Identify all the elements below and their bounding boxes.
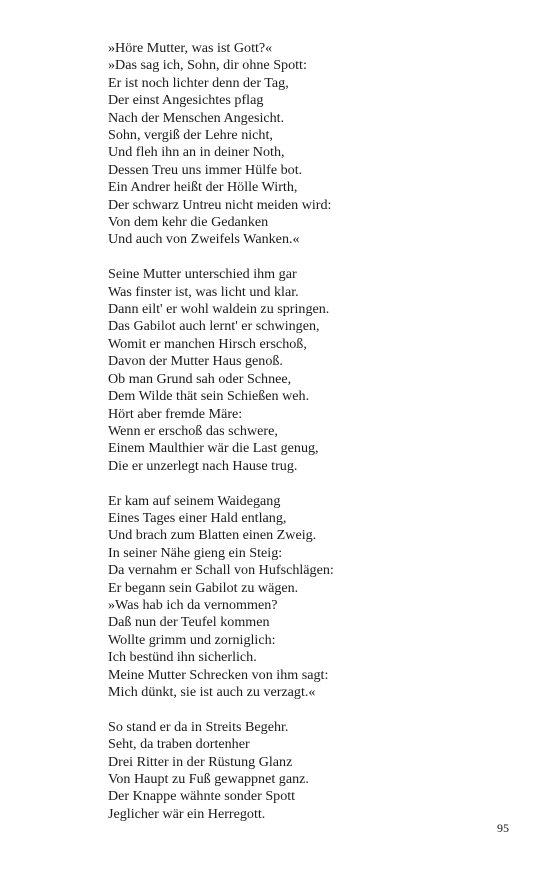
verse-line: »Was hab ich da vernommen? — [108, 596, 278, 613]
verse-line: Und auch von Zweifels Wanken.« — [108, 231, 300, 248]
verse-line: Daß nun der Teufel kommen — [108, 614, 270, 631]
verse-line: Eines Tages einer Hald entlang, — [108, 509, 287, 526]
verse-line: »Höre Mutter, was ist Gott?« — [108, 40, 273, 56]
verse-line: Dann eilt' er wohl waldein zu springen. — [108, 301, 330, 318]
poem-text — [108, 40, 488, 841]
verse-line: Das Gabilot auch lernt' er schwingen, — [108, 318, 320, 335]
verse-line: Nach der Menschen Angesicht. — [108, 109, 285, 126]
verse-line: Der Knappe wähnte sonder Spott — [108, 788, 296, 805]
verse-line: Seine Mutter unterschied ihm gar — [108, 266, 297, 283]
verse-line: Er kam auf seinem Waidegang — [108, 492, 281, 509]
verse-line: Wollte grimm und zorniglich: — [108, 631, 276, 648]
verse-line: Mich dünkt, sie ist auch zu verzagt.« — [108, 684, 316, 700]
verse-line: Der schwarz Untreu nicht meiden wird: — [108, 196, 332, 213]
stanza — [108, 40, 488, 249]
page-number: 95 — [497, 821, 509, 835]
verse-line: Und brach zum Blatten einen Zweig. — [108, 527, 317, 544]
verse-line: Von dem kehr die Gedanken — [108, 214, 269, 231]
verse-line: Er ist noch lichter denn der Tag, — [108, 74, 289, 91]
verse-line: Dessen Treu uns immer Hülfe bot. — [108, 161, 303, 178]
verse-line: Hört aber fremde Märe: — [108, 405, 243, 422]
verse-line: Von Haupt zu Fuß gewappnet ganz. — [108, 771, 309, 788]
verse-line: Einem Maulthier wär die Last genug, — [108, 440, 319, 457]
verse-line: Der einst Angesichtes pflag — [108, 92, 264, 109]
verse-line: Er begann sein Gabilot zu wägen. — [108, 579, 299, 596]
verse-line: So stand er da in Streits Begehr. — [108, 718, 289, 735]
verse-line: Dem Wilde thät sein Schießen weh. — [108, 388, 310, 405]
verse-line: Wenn er erschoß das schwere, — [108, 422, 278, 439]
verse-line: Womit er manchen Hirsch erschoß, — [108, 335, 307, 352]
stanza — [108, 719, 488, 823]
verse-line: Und fleh ihn an in deiner Noth, — [108, 144, 285, 161]
verse-line: Was finster ist, was licht und klar. — [108, 283, 299, 300]
verse-line: Meine Mutter Schrecken von ihm sagt: — [108, 666, 329, 683]
verse-line: Sohn, vergiß der Lehre nicht, — [108, 127, 273, 144]
verse-line: »Das sag ich, Sohn, dir ohne Spott: — [108, 57, 307, 74]
verse-line: Ob man Grund sah oder Schnee, — [108, 370, 292, 387]
verse-line: In seiner Nähe gieng ein Steig: — [108, 544, 283, 561]
verse-line: Jeglicher wär ein Herregott. — [108, 805, 266, 822]
verse-line: Drei Ritter in der Rüstung Glanz — [108, 753, 293, 770]
verse-line: Seht, da traben dortenher — [108, 736, 250, 753]
stanza — [108, 493, 488, 702]
verse-line: Die er unzerlegt nach Hause trug. — [108, 457, 298, 474]
verse-line: Ein Andrer heißt der Hölle Wirth, — [108, 179, 298, 196]
verse-line: Davon der Mutter Haus genoß. — [108, 353, 283, 370]
verse-line: Ich bestünd ihn sicherlich. — [108, 649, 257, 666]
verse-line: Da vernahm er Schall von Hufschlägen: — [108, 562, 334, 579]
stanza — [108, 266, 488, 475]
